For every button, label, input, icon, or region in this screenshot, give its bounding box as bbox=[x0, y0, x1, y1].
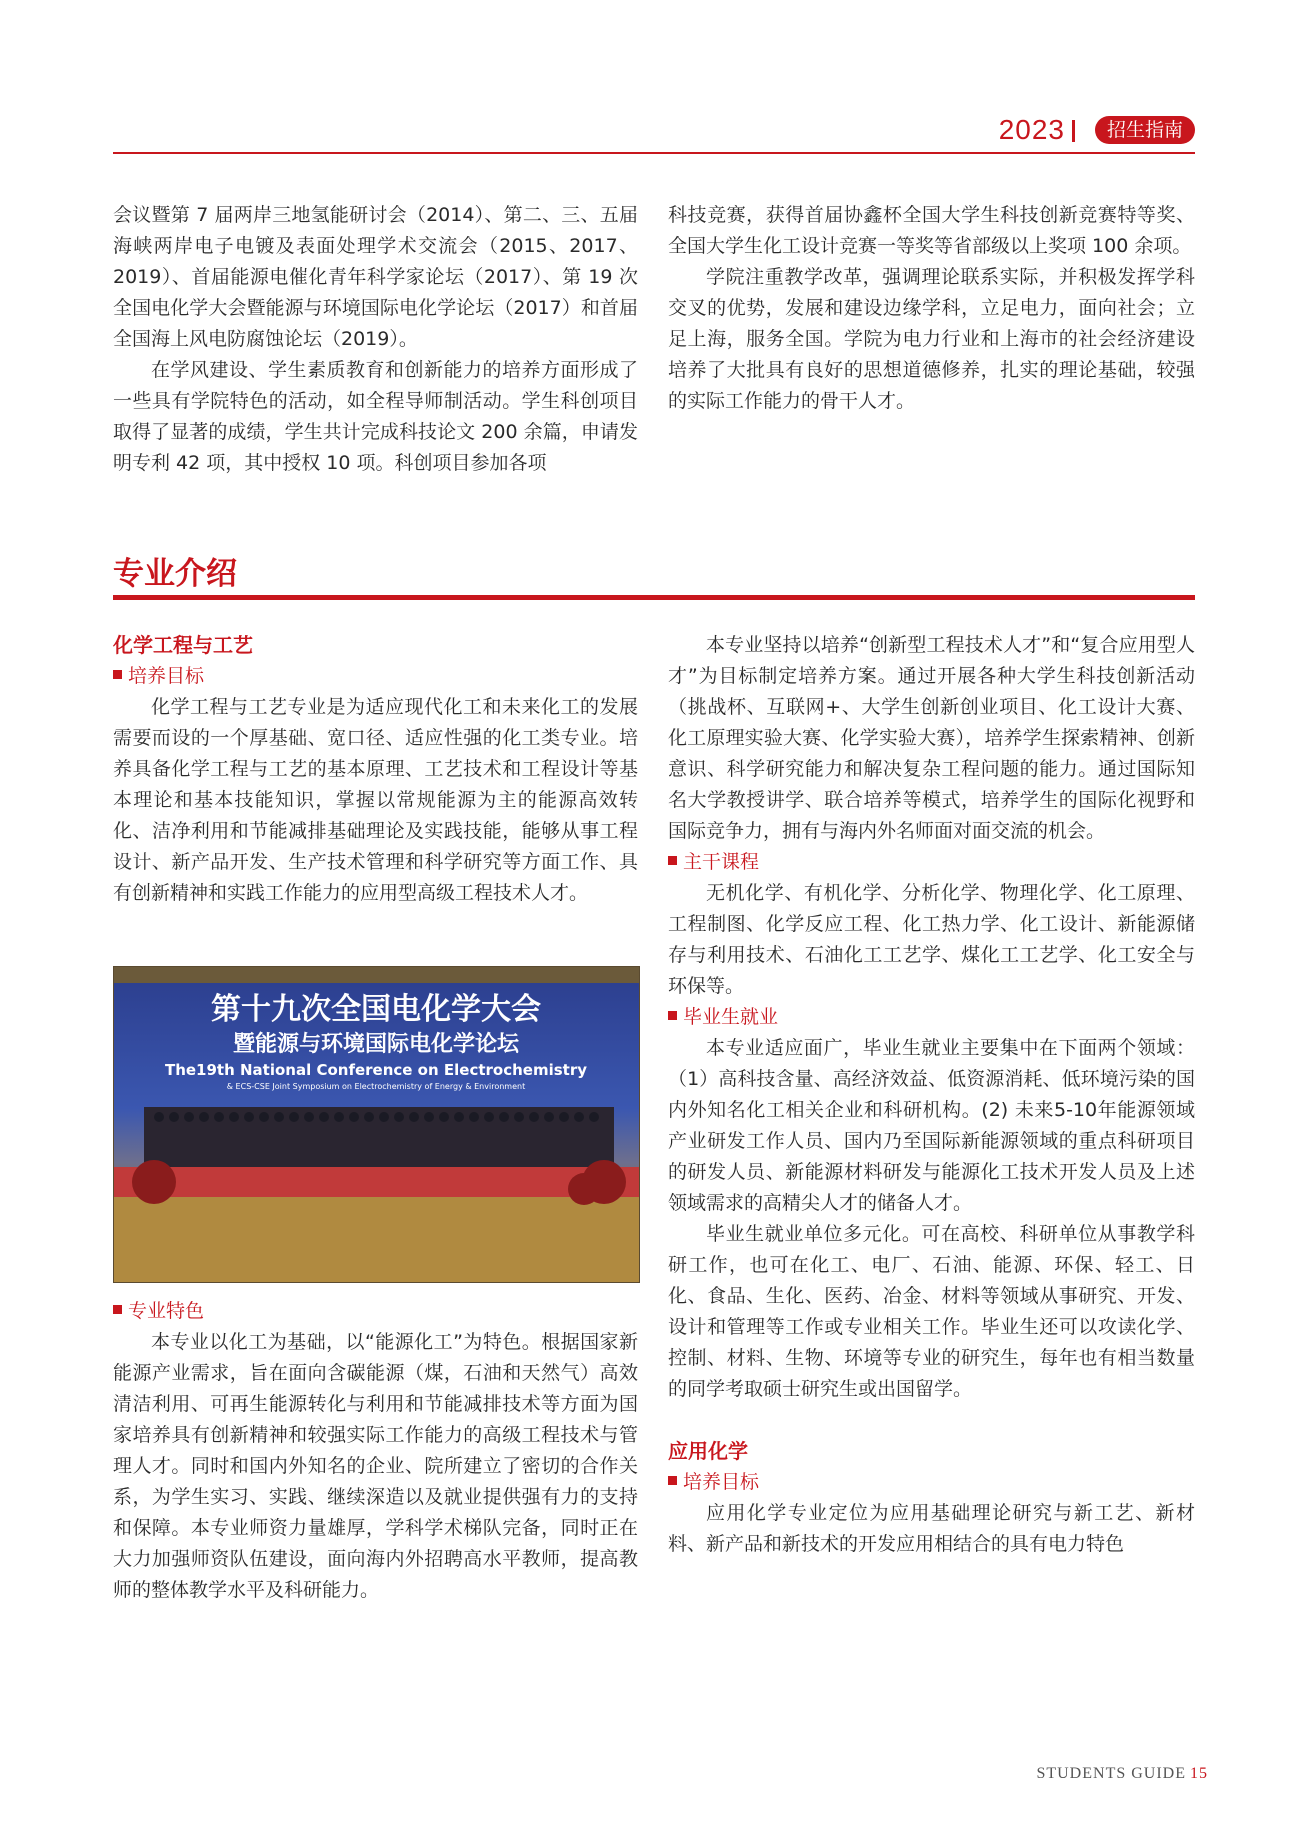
top-left-paragraph-2: 在学风建设、学生素质教育和创新能力的培养方面形成了一些具有学院特色的活动，如全程导师制活动。学生科创项目取得了显著的成绩，学生共计完成科技论文 200 余篇，申请发明专利 42 项，其中授权 10 项。科创项目参加各项 bbox=[113, 359, 638, 474]
training-goal-text: 化学工程与工艺专业是为适应现代化工和未来化工的发展需要而设的一个厚基础、宽口径、适应性强的化工类专业。培养具备化学工程与工艺的基本原理、工艺技术和工程设计等基本理论和基本技能知识，掌握以常规能源为主的能源高效转化、洁净利用和节能减排基础理论及实践技能，能够从事工程设计、新产品开发、生产技术管理和科学研究等方面工作、具有创新精神和实践工作能力的应用型高级工程技术人才。 bbox=[113, 696, 638, 904]
left-column-continued bbox=[113, 1296, 638, 1606]
subheading-training-goal-2: 培养目标 bbox=[668, 1467, 1195, 1498]
header-rule bbox=[113, 152, 1195, 154]
banner-line-1: 第十九次全国电化学大会 bbox=[211, 992, 541, 1027]
top-right-paragraph-2: 学院注重教学改革，强调理论联系实际，并积极发挥学科交叉的优势，发展和建设边缘学科，立足电力，面向社会；立足上海，服务全国。学院为电力行业和上海市的社会经济建设培养了大批具有良好的思想道德修养，扎实的理论基础，较强的实际工作能力的骨干人才。 bbox=[668, 266, 1195, 412]
training-plan-text: 本专业坚持以培养“创新型工程技术人才”和“复合应用型人才”为目标制定培养方案。通过开展各种大学生科技创新活动（挑战杯、互联网+、大学生创新创业项目、化工设计大赛、化工原理实验大赛、化学实验大赛），培养学生探索精神、创新意识、科学研究能力和解决复杂工程问题的能力。通过国际知名大学教授讲学、联合培养等模式，培养学生的国际化视野和国际竞争力，拥有与海内外名师面对面交流的机会。 bbox=[668, 634, 1195, 842]
right-column bbox=[668, 630, 1195, 1560]
footer-label: STUDENTS GUIDE bbox=[1036, 1765, 1186, 1782]
employment-text-1: 本专业适应面广，毕业生就业主要集中在下面两个领域：（1）高科技含量、高经济效益、低资源消耗、低环境污染的国内外知名化工相关企业和科研机构。(2) 未来5-10年能源领域产业研发工作人员、国内乃至国际新能源领域的重点科研项目的研发人员、新能源材料研发与能源化工技术开发人员及上述领域需求的高精尖人才的储备人才。 bbox=[668, 1037, 1195, 1214]
subheading-training-goal: 培养目标 bbox=[113, 661, 638, 692]
top-left-column bbox=[113, 200, 638, 479]
conference-photo bbox=[113, 966, 640, 1283]
subheading-employment: 毕业生就业 bbox=[668, 1002, 1195, 1033]
square-bullet-icon bbox=[113, 670, 122, 679]
audience-group bbox=[144, 1107, 614, 1167]
left-column bbox=[113, 630, 638, 909]
courses-text: 无机化学、有机化学、分析化学、物理化学、化工原理、工程制图、化学反应工程、化工热力学、化工设计、新能源储存与利用技术、石油化工工艺学、煤化工工艺学、化工安全与环保等。 bbox=[668, 882, 1195, 997]
banner-line-4: & ECS-CSE Joint Symposium on Electrochemistry of Energy & Environment bbox=[226, 1082, 526, 1091]
feature-text: 本专业以化工为基础，以“能源化工”为特色。根据国家新能源产业需求，旨在面向含碳能源（煤，石油和天然气）高效清洁利用、可再生能源转化与利用和节能减排技术等方面为国家培养具有创新精神和较强实际工作能力的高级工程技术与管理人才。同时和国内外知名的企业、院所建立了密切的合作关系，为学生实习、实践、继续深造以及就业提供强有力的支持和保障。本专业师资力量雄厚，学科学术梯队完备，同时正在大力加强师资队伍建设，面向海内外招聘高水平教师，提高教师的整体教学水平及科研能力。 bbox=[113, 1331, 638, 1601]
major-title-chemical-engineering: 化学工程与工艺 bbox=[113, 633, 253, 657]
top-right-column bbox=[668, 200, 1195, 417]
square-bullet-icon bbox=[113, 1305, 122, 1314]
employment-text-2: 毕业生就业单位多元化。可在高校、科研单位从事教学科研工作，也可在化工、电厂、石油、能源、环保、轻工、日化、食品、生化、医药、冶金、材料等领域从事研究、开发、设计和管理等工作或专业相关工作。毕业生还可以攻读化学、控制、材料、生物、环境等专业的研究生，每年也有相当数量的同学考取硕士研究生或出国留学。 bbox=[668, 1223, 1195, 1400]
top-left-paragraph-1: 会议暨第 7 届两岸三地氢能研讨会（2014）、第二、三、五届海峡两岸电子电镀及表面处理学术交流会（2015、2017、2019）、首届能源电催化青年科学家论坛（2017）、第 19 次全国电化学大会暨能源与环境国际电化学论坛（2017）和首届全国海上风电防腐蚀论坛（2019）。 bbox=[113, 204, 638, 350]
section-title: 专业介绍 bbox=[113, 556, 237, 592]
training-goal-text-2: 应用化学专业定位为应用基础理论研究与新工艺、新材料、新产品和新技术的开发应用相结合的具有电力特色 bbox=[668, 1502, 1195, 1555]
subheading-courses: 主干课程 bbox=[668, 847, 1195, 878]
page-number: 15 bbox=[1190, 1765, 1208, 1782]
banner-line-3: The19th National Conference on Electrochemistry bbox=[164, 1061, 588, 1079]
major-title-applied-chemistry: 应用化学 bbox=[668, 1439, 748, 1463]
subheading-feature: 专业特色 bbox=[113, 1296, 638, 1327]
square-bullet-icon bbox=[668, 1476, 677, 1485]
header-badge: 招生指南 bbox=[1095, 116, 1195, 144]
header-divider bbox=[1072, 120, 1075, 142]
section-rule bbox=[113, 595, 1195, 600]
banner-line-2: 暨能源与环境国际电化学论坛 bbox=[232, 1032, 520, 1057]
page-footer bbox=[1036, 1765, 1208, 1783]
square-bullet-icon bbox=[668, 1011, 677, 1020]
top-right-paragraph-1: 科技竞赛，获得首届协鑫杯全国大学生科技创新竞赛特等奖、全国大学生化工设计竞赛一等奖等省部级以上奖项 100 余项。 bbox=[668, 204, 1195, 257]
page-header bbox=[113, 112, 1195, 154]
square-bullet-icon bbox=[668, 856, 677, 865]
header-year: 2023 bbox=[998, 114, 1065, 145]
